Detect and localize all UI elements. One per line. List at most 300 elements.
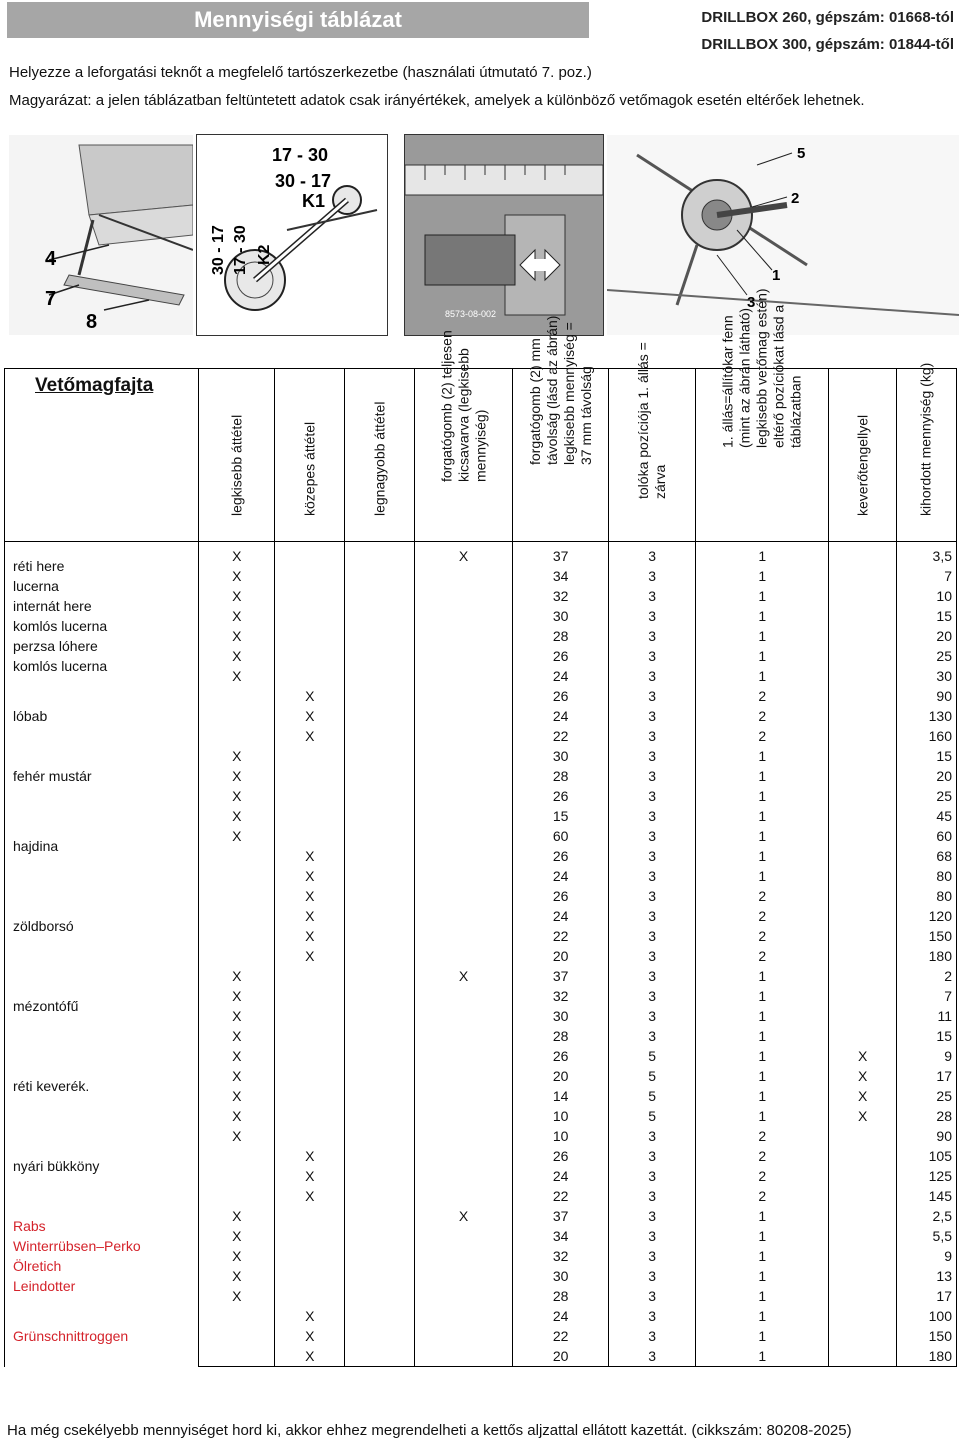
table-cell <box>414 886 512 906</box>
table-cell <box>345 1066 415 1086</box>
gear-label-k1: K1 <box>302 191 326 211</box>
seed-name: réti keverék. <box>13 1078 90 1094</box>
seed-name-cell <box>5 1306 199 1367</box>
table-cell <box>275 786 345 806</box>
seed-name: lóbab <box>13 708 48 724</box>
table-cell: X <box>199 1246 275 1266</box>
table-cell: 1 <box>696 1226 829 1246</box>
table-cell: 3 <box>609 1006 696 1026</box>
table-cell: 28 <box>513 1026 609 1046</box>
table-cell <box>345 1146 415 1166</box>
table-cell: X <box>275 1306 345 1326</box>
col-header-knob-fully-out: forgatógomb (2) teljesen kicsavarva (legkisebb mennyiség) <box>414 369 512 542</box>
table-cell <box>414 1186 512 1206</box>
table-cell: 10 <box>513 1106 609 1126</box>
table-header-row <box>5 369 957 542</box>
table-cell <box>345 766 415 786</box>
table-cell <box>414 1286 512 1306</box>
table-cell: 26 <box>513 886 609 906</box>
table-cell <box>345 606 415 626</box>
callout-3: 3 <box>747 294 756 311</box>
table-cell: 3 <box>609 926 696 946</box>
gear-label-30-17: 30 - 17 <box>275 171 332 191</box>
table-cell: X <box>199 966 275 986</box>
table-cell <box>829 746 897 766</box>
callout-7: 7 <box>45 288 57 310</box>
table-cell: 1 <box>696 1346 829 1367</box>
table-cell: 1 <box>696 986 829 1006</box>
table-cell <box>829 926 897 946</box>
table-cell: 45 <box>896 806 956 826</box>
table-cell <box>345 926 415 946</box>
table-cell <box>275 826 345 846</box>
table-cell: X <box>199 1026 275 1046</box>
col-header-output-kg: kihordott mennyiség (kg) <box>896 369 956 542</box>
seed-name: komlós lucerna <box>13 658 108 674</box>
table-cell: 24 <box>513 906 609 926</box>
table-cell <box>829 1246 897 1266</box>
table-cell <box>345 826 415 846</box>
table-cell: 26 <box>513 846 609 866</box>
table-cell: 25 <box>896 786 956 806</box>
table-cell <box>829 1126 897 1146</box>
table-cell: X <box>829 1046 897 1066</box>
photo-hopper-hatch <box>8 134 194 336</box>
callout-8: 8 <box>86 311 98 333</box>
table-cell <box>414 786 512 806</box>
table-cell <box>829 1286 897 1306</box>
table-cell: 24 <box>513 666 609 686</box>
table-cell: 3 <box>609 826 696 846</box>
explanation-text: Magyarázat: a jelen táblázatban feltüntetett adatok csak irányértékek, amelyek a különböző vetőmagok esetén eltérőek lehetnek. <box>9 92 865 109</box>
seed-name: Ölretich <box>13 1258 62 1274</box>
seed-name: zöldborsó <box>13 918 74 934</box>
table-cell: X <box>199 826 275 846</box>
table-cell <box>199 866 275 886</box>
table-cell <box>345 1266 415 1286</box>
table-cell <box>829 986 897 1006</box>
table-cell: 1 <box>696 1306 829 1326</box>
seed-name: Grünschnittroggen <box>13 1328 129 1345</box>
table-cell: 3 <box>609 1146 696 1166</box>
seed-name: nyári bükköny <box>13 1158 100 1174</box>
table-cell <box>345 726 415 746</box>
table-cell: X <box>199 1066 275 1086</box>
table-cell <box>414 1246 512 1266</box>
table-cell: 120 <box>896 906 956 926</box>
table-cell <box>829 1186 897 1206</box>
table-cell: 34 <box>513 566 609 586</box>
table-cell: 3 <box>609 1246 696 1266</box>
table-cell: X <box>199 646 275 666</box>
table-cell: 2 <box>696 1146 829 1166</box>
table-cell: X <box>199 1046 275 1066</box>
table-cell <box>414 1086 512 1106</box>
table-cell <box>414 606 512 626</box>
table-cell: 1 <box>696 1026 829 1046</box>
table-cell: X <box>275 866 345 886</box>
seed-name-cell <box>5 542 199 687</box>
table-cell <box>829 786 897 806</box>
table-cell <box>414 826 512 846</box>
table-cell: 3 <box>609 542 696 567</box>
table-cell <box>345 866 415 886</box>
table-cell <box>275 1126 345 1146</box>
table-cell <box>345 886 415 906</box>
table-cell: 3 <box>609 766 696 786</box>
table-cell: X <box>414 542 512 567</box>
col-header-smallest-ratio: legkisebb áttétel <box>199 369 275 542</box>
table-cell: 7 <box>896 566 956 586</box>
table-cell: 90 <box>896 686 956 706</box>
table-cell <box>414 1346 512 1367</box>
table-cell: X <box>199 806 275 826</box>
table-row <box>5 686 957 706</box>
table-cell <box>829 606 897 626</box>
table-cell: X <box>275 686 345 706</box>
table-cell <box>345 1206 415 1226</box>
table-cell <box>829 1266 897 1286</box>
model-line-drillbox-300: DRILLBOX 300, gépszám: 01844-től <box>701 36 954 53</box>
seed-name-cell <box>5 686 199 746</box>
table-cell: X <box>275 1186 345 1206</box>
table-cell: 3 <box>609 846 696 866</box>
table-cell <box>345 666 415 686</box>
table-cell <box>275 542 345 567</box>
table-cell: 32 <box>513 986 609 1006</box>
table-cell <box>199 1146 275 1166</box>
table-cell: 100 <box>896 1306 956 1326</box>
table-cell: 1 <box>696 1326 829 1346</box>
table-cell <box>414 1126 512 1146</box>
table-cell: 1 <box>696 1066 829 1086</box>
table-cell <box>829 766 897 786</box>
table-cell: 37 <box>513 542 609 567</box>
table-cell <box>345 746 415 766</box>
table-cell: 3 <box>609 886 696 906</box>
table-cell: X <box>199 1266 275 1286</box>
table-cell: 2 <box>696 1186 829 1206</box>
seed-name-cell <box>5 1046 199 1126</box>
table-cell <box>414 1326 512 1346</box>
table-cell <box>275 1246 345 1266</box>
table-cell <box>414 1226 512 1246</box>
table-cell <box>199 1306 275 1326</box>
table-cell: X <box>199 606 275 626</box>
table-cell: 1 <box>696 1206 829 1226</box>
table-cell <box>345 1286 415 1306</box>
table-cell <box>275 666 345 686</box>
table-cell <box>199 846 275 866</box>
seed-type-label: Vetőmagfajta <box>35 375 154 396</box>
table-cell: 24 <box>513 706 609 726</box>
table-cell: X <box>199 1126 275 1146</box>
table-cell: 26 <box>513 646 609 666</box>
footer-note: Ha még csekélyebb mennyiséget hord ki, akkor ehhez megrendelheti a kettős aljzattal ellátott kazettát. (cikkszám: 80208-2025) <box>7 1422 852 1439</box>
table-cell <box>414 1306 512 1326</box>
table-cell <box>345 626 415 646</box>
table-cell <box>275 626 345 646</box>
table-cell: 5 <box>609 1106 696 1126</box>
table-cell: 1 <box>696 542 829 567</box>
table-cell <box>829 726 897 746</box>
table-cell <box>199 726 275 746</box>
table-row <box>5 1126 957 1146</box>
table-cell: 3 <box>609 1166 696 1186</box>
table-cell: X <box>829 1106 897 1126</box>
table-cell: 130 <box>896 706 956 726</box>
table-cell <box>345 686 415 706</box>
table-cell: 26 <box>513 786 609 806</box>
table-cell <box>414 906 512 926</box>
table-cell: X <box>829 1086 897 1106</box>
table-cell <box>199 906 275 926</box>
table-cell: X <box>199 666 275 686</box>
table-cell <box>345 1046 415 1066</box>
table-cell <box>345 986 415 1006</box>
table-cell <box>829 906 897 926</box>
table-cell <box>199 886 275 906</box>
table-cell: 20 <box>513 946 609 966</box>
table-cell: 22 <box>513 926 609 946</box>
table-cell: 10 <box>896 586 956 606</box>
table-cell: 1 <box>696 806 829 826</box>
table-row <box>5 1046 957 1066</box>
table-cell: 2 <box>696 926 829 946</box>
table-cell: 26 <box>513 686 609 706</box>
table-cell: 5 <box>609 1066 696 1086</box>
table-cell: 1 <box>696 1266 829 1286</box>
callout-5: 5 <box>797 145 806 162</box>
table-cell <box>829 1206 897 1226</box>
table-cell <box>829 1006 897 1026</box>
table-cell: 3 <box>609 1286 696 1306</box>
table-cell: 3 <box>609 966 696 986</box>
table-cell <box>199 946 275 966</box>
table-cell: 3 <box>609 906 696 926</box>
table-cell: 14 <box>513 1086 609 1106</box>
table-cell: 1 <box>696 826 829 846</box>
table-cell: 1 <box>696 866 829 886</box>
table-cell <box>345 946 415 966</box>
col-header-knob-distance: forgatógomb (2) mm távolság (lásd az ábrán) legkisebb mennyiség = 37 mm távolság <box>513 369 609 542</box>
table-cell <box>199 1166 275 1186</box>
table-cell: 3 <box>609 706 696 726</box>
table-cell: X <box>199 586 275 606</box>
table-cell: 68 <box>896 846 956 866</box>
table-cell: 60 <box>513 826 609 846</box>
table-cell: 1 <box>696 1046 829 1066</box>
table-cell <box>345 806 415 826</box>
table-cell <box>275 806 345 826</box>
col-header-largest-ratio: legnagyobb áttétel <box>345 369 415 542</box>
table-cell: X <box>275 1166 345 1186</box>
table-cell <box>829 1306 897 1326</box>
table-cell: 20 <box>896 626 956 646</box>
table-cell <box>199 686 275 706</box>
table-cell: 5 <box>609 1086 696 1106</box>
table-cell: 24 <box>513 1306 609 1326</box>
table-cell <box>414 1026 512 1046</box>
table-cell: 3 <box>609 566 696 586</box>
table-cell: X <box>199 1226 275 1246</box>
table-cell: 3 <box>609 746 696 766</box>
table-cell <box>345 542 415 567</box>
table-row <box>5 1306 957 1326</box>
seed-name: lucerna <box>13 578 59 594</box>
instruction-text: Helyezze a leforgatási teknőt a megfelelő tartószerkezetbe (használati útmutató 7. poz.) <box>9 64 592 81</box>
col-header-lever-position: 1. állás=állítókar fenn (mint az ábrán látható) legkisebb vetőmag estén) eltérő pozíciókat lásd a táblázatban <box>696 369 829 542</box>
table-cell <box>414 806 512 826</box>
table-cell <box>414 866 512 886</box>
table-cell: X <box>199 566 275 586</box>
seed-name: mézontófű <box>13 998 79 1014</box>
table-cell: 1 <box>696 626 829 646</box>
table-cell <box>345 786 415 806</box>
table-cell: 15 <box>896 1026 956 1046</box>
table-cell: X <box>275 946 345 966</box>
table-cell: 3 <box>609 646 696 666</box>
table-cell <box>275 1106 345 1126</box>
seed-name-cell <box>5 1126 199 1206</box>
table-cell: X <box>275 706 345 726</box>
table-cell <box>829 646 897 666</box>
table-cell: 1 <box>696 1006 829 1026</box>
table-cell: 1 <box>696 746 829 766</box>
table-cell <box>275 566 345 586</box>
table-cell <box>414 726 512 746</box>
table-cell: 180 <box>896 946 956 966</box>
table-cell <box>414 846 512 866</box>
table-cell: X <box>275 1326 345 1346</box>
table-cell: 26 <box>513 1046 609 1066</box>
table-cell: 32 <box>513 586 609 606</box>
table-cell <box>345 1006 415 1026</box>
table-row <box>5 542 957 567</box>
table-cell <box>414 926 512 946</box>
table-cell: 2 <box>696 1126 829 1146</box>
table-cell: 24 <box>513 866 609 886</box>
table-cell <box>199 1186 275 1206</box>
table-cell <box>275 986 345 1006</box>
table-cell: 1 <box>696 566 829 586</box>
table-cell <box>829 1146 897 1166</box>
table-cell <box>275 1026 345 1046</box>
table-cell <box>414 686 512 706</box>
table-cell: 28 <box>513 766 609 786</box>
table-cell: X <box>275 906 345 926</box>
table-cell <box>345 846 415 866</box>
table-row <box>5 966 957 986</box>
seed-name: perzsa lóhere <box>13 638 98 654</box>
table-row <box>5 1206 957 1226</box>
table-cell: 32 <box>513 1246 609 1266</box>
table-cell <box>829 666 897 686</box>
table-cell: 3,5 <box>896 542 956 567</box>
table-cell <box>275 766 345 786</box>
table-cell <box>345 1326 415 1346</box>
gear-label-k2: K2 <box>256 244 273 265</box>
table-cell: 3 <box>609 1026 696 1046</box>
table-cell: 1 <box>696 786 829 806</box>
seed-name: Rabs <box>13 1218 46 1234</box>
table-cell: 34 <box>513 1226 609 1246</box>
table-cell <box>414 1006 512 1026</box>
table-cell <box>829 966 897 986</box>
table-cell <box>829 846 897 866</box>
table-cell: 3 <box>609 1126 696 1146</box>
table-cell: 28 <box>513 626 609 646</box>
callout-2: 2 <box>791 190 800 207</box>
table-cell <box>829 542 897 567</box>
table-cell: 3 <box>609 806 696 826</box>
table-cell: 3 <box>609 666 696 686</box>
table-cell: 3 <box>609 1266 696 1286</box>
table-cell: 3 <box>609 1346 696 1367</box>
table-cell <box>414 706 512 726</box>
table-cell <box>345 1086 415 1106</box>
table-cell: 28 <box>896 1106 956 1126</box>
table-cell: 1 <box>696 1286 829 1306</box>
table-cell: 30 <box>513 1266 609 1286</box>
table-cell <box>275 746 345 766</box>
table-cell <box>414 1066 512 1086</box>
table-cell: X <box>199 766 275 786</box>
table-cell <box>345 966 415 986</box>
table-cell: 60 <box>896 826 956 846</box>
photo-gear-diagram <box>196 134 388 336</box>
table-cell <box>345 566 415 586</box>
table-cell: 1 <box>696 1086 829 1106</box>
table-cell <box>345 1246 415 1266</box>
table-cell: 30 <box>513 606 609 626</box>
table-cell <box>199 926 275 946</box>
seed-name: komlós lucerna <box>13 618 108 634</box>
table-cell <box>829 946 897 966</box>
table-cell: 17 <box>896 1286 956 1306</box>
table-cell <box>345 1346 415 1367</box>
table-cell: 22 <box>513 1326 609 1346</box>
table-cell: 22 <box>513 726 609 746</box>
table-cell <box>345 906 415 926</box>
table-cell: 80 <box>896 866 956 886</box>
gear-label-30-17-rot: 30 - 17 <box>210 225 227 275</box>
table-cell: X <box>275 1146 345 1166</box>
table-cell: X <box>199 786 275 806</box>
col-header-slider-position: tolóka pozíciója 1. állás = zárva <box>609 369 696 542</box>
table-cell: X <box>275 846 345 866</box>
table-cell <box>275 1086 345 1106</box>
model-line-drillbox-260: DRILLBOX 260, gépszám: 01668-tól <box>701 9 954 26</box>
table-cell: 30 <box>513 746 609 766</box>
gear-label-17-30-rot: 17 - 30 <box>232 225 249 275</box>
gear-label-17-30: 17 - 30 <box>272 145 329 165</box>
table-row <box>5 746 957 766</box>
table-cell: 3 <box>609 726 696 746</box>
table-cell: 3 <box>609 946 696 966</box>
table-cell <box>414 766 512 786</box>
table-cell: X <box>199 542 275 567</box>
table-cell: 150 <box>896 926 956 946</box>
table-cell: 20 <box>513 1066 609 1086</box>
table-cell <box>275 646 345 666</box>
table-cell <box>275 1286 345 1306</box>
seed-name: fehér mustár <box>13 768 92 784</box>
table-cell <box>345 1126 415 1146</box>
table-cell: 5,5 <box>896 1226 956 1246</box>
table-cell: 1 <box>696 586 829 606</box>
table-cell: 1 <box>696 966 829 986</box>
